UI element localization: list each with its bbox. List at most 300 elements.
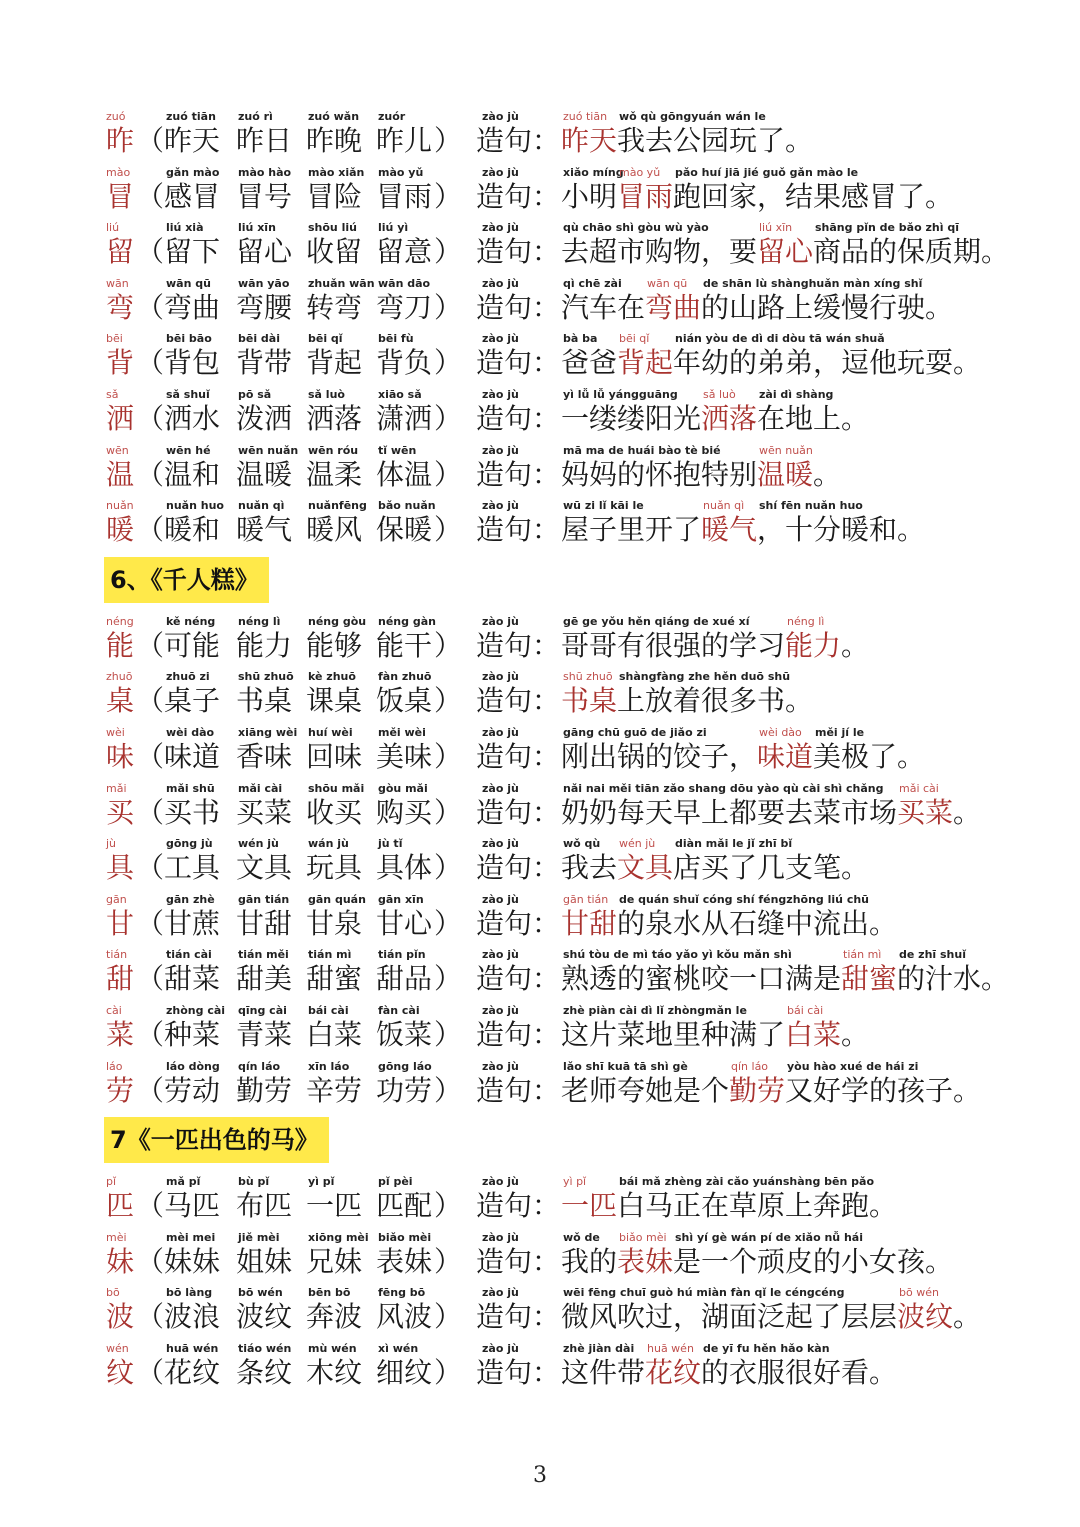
sentence-text: 美极了 [813, 740, 898, 773]
vocab-character: 波 [106, 1300, 135, 1333]
word-pinyin: mào xiǎn [308, 166, 365, 179]
section-heading: 7《一匹出色的马》 [104, 1117, 329, 1163]
zaoju-pinyin: zào jù [482, 221, 519, 234]
sentence-text: 。 [869, 1356, 898, 1389]
zaoju-label: 造句： [476, 1074, 561, 1107]
word-item: 甜美 [236, 962, 293, 995]
word-item: 甘蔗 [164, 907, 221, 940]
word-pinyin: zhuō zi [166, 670, 210, 683]
zaoju-label: 造句： [476, 962, 561, 995]
char-pinyin: mào [106, 166, 131, 179]
word-item: 甜菜 [164, 962, 221, 995]
word-pinyin: gān xīn [378, 893, 424, 906]
sentence-text: ，十分暖和 [757, 513, 898, 546]
word-item: 背负 [376, 346, 433, 379]
word-item: 买书 [164, 796, 221, 829]
word-item: 勤劳 [236, 1074, 293, 1107]
word-pinyin: bō làng [166, 1286, 213, 1299]
word-pinyin: wán jù [308, 837, 349, 850]
word-item: 兄妹 [306, 1245, 363, 1278]
sentence-pinyin: gāng chū guō de jiǎo zi [563, 726, 707, 739]
sentence-text: 。 [841, 1018, 870, 1051]
zaoju-label: 造句： [476, 180, 561, 213]
word-item: 种菜 [164, 1018, 221, 1051]
sentence-text: 年幼的弟弟，逗他玩耍 [673, 346, 954, 379]
sentence-text: 。 [981, 962, 1010, 995]
zaoju-label: 造句： [476, 402, 561, 435]
sentence-text: 。 [813, 458, 842, 491]
word-item: 能力 [236, 629, 293, 662]
sentence-pinyin: shú tòu de mì táo yǎo yì kǒu mǎn shì [563, 948, 792, 961]
close-paren: ） [434, 402, 463, 435]
vocab-row [106, 1175, 1026, 1231]
word-pinyin: nuǎn qì [238, 499, 285, 512]
sentence-keyword: 暖气 [701, 513, 758, 546]
close-paren: ） [434, 1074, 463, 1107]
sentence-text: 店买了几支笔 [673, 851, 842, 884]
word-pinyin: bǎo nuǎn [378, 499, 436, 512]
sentence-keyword: 白菜 [785, 1018, 842, 1051]
sentence-text: 一缕缕阳光 [561, 402, 702, 435]
word-pinyin: sǎ shuǐ [166, 388, 210, 401]
sentence-text: 。 [841, 851, 870, 884]
sentence-keyword: 温暖 [757, 458, 814, 491]
word-pinyin: xīn láo [308, 1060, 350, 1073]
word-item: 能干 [376, 629, 433, 662]
char-pinyin: sǎ [106, 388, 119, 401]
sentence-keyword: 昨天 [561, 124, 618, 157]
char-pinyin: zhuō [106, 670, 133, 683]
close-paren: ） [434, 907, 463, 940]
zaoju-pinyin: zào jù [482, 670, 519, 683]
zaoju-pinyin: zào jù [482, 1231, 519, 1244]
word-pinyin: gōng jù [166, 837, 213, 850]
zaoju-pinyin: zào jù [482, 615, 519, 628]
vocab-character: 菜 [106, 1018, 135, 1051]
section-heading: 6、《千人糕》 [104, 557, 269, 603]
char-pinyin: tián [106, 948, 128, 961]
sentence-keyword: 甘甜 [561, 907, 618, 940]
word-item: 美味 [376, 740, 433, 773]
zaoju-pinyin: zào jù [482, 1175, 519, 1188]
zaoju-pinyin: zào jù [482, 726, 519, 739]
word-pinyin: jù tǐ [378, 837, 403, 850]
word-pinyin: bēi dài [238, 332, 281, 345]
word-pinyin: mèi mei [166, 1231, 216, 1244]
vocab-character: 冒 [106, 180, 135, 213]
word-pinyin: fēng bō [378, 1286, 426, 1299]
sentence-pinyin: zhè jiàn dài [563, 1342, 635, 1355]
close-paren: ） [434, 124, 463, 157]
zaoju-pinyin: zào jù [482, 782, 519, 795]
zaoju-pinyin: zào jù [482, 166, 519, 179]
word-pinyin: gǎn mào [166, 166, 220, 179]
word-pinyin: xiāng wèi [238, 726, 298, 739]
zaoju-label: 造句： [476, 235, 561, 268]
sentence-text: 小明 [561, 180, 618, 213]
word-item: 玩具 [306, 851, 363, 884]
open-paren: （ [136, 962, 165, 995]
char-pinyin: láo [106, 1060, 123, 1073]
word-item: 文具 [236, 851, 293, 884]
word-item: 姐妹 [236, 1245, 293, 1278]
sentence-pinyin: diàn mǎi le jǐ zhī bǐ [675, 837, 793, 850]
word-item: 背带 [236, 346, 293, 379]
sentence-text: 跑回家，结果感冒了 [673, 180, 926, 213]
zaoju-pinyin: zào jù [482, 332, 519, 345]
vocab-character: 妹 [106, 1245, 135, 1278]
word-item: 转弯 [306, 291, 363, 324]
open-paren: （ [136, 291, 165, 324]
char-pinyin: mǎi [106, 782, 127, 795]
word-pinyin: zuó wǎn [308, 110, 360, 123]
sentence-pinyin: liú xīn [759, 221, 793, 234]
sentence-pinyin: gān tián [563, 893, 609, 906]
word-item: 回味 [306, 740, 363, 773]
sentence-text: 妈妈的怀抱特别 [561, 458, 758, 491]
word-pinyin: pǐ pèi [378, 1175, 413, 1188]
word-item: 温暖 [236, 458, 293, 491]
char-pinyin: pǐ [106, 1175, 117, 1188]
sentence-keyword: 波纹 [897, 1300, 954, 1333]
vocab-character: 洒 [106, 402, 135, 435]
char-pinyin: bēi [106, 332, 123, 345]
zaoju-pinyin: zào jù [482, 444, 519, 457]
close-paren: ） [434, 346, 463, 379]
word-item: 能够 [306, 629, 363, 662]
sentence-pinyin: wèi dào [759, 726, 802, 739]
word-pinyin: bēi qǐ [308, 332, 343, 345]
word-pinyin: xiōng mèi [308, 1231, 369, 1244]
close-paren: ） [434, 1189, 463, 1222]
close-paren: ） [434, 180, 463, 213]
word-item: 暖风 [306, 513, 363, 546]
word-item: 甜蜜 [306, 962, 363, 995]
sentence-text: 。 [841, 402, 870, 435]
sentence-pinyin: zhè piàn cài dì lǐ zhòngmǎn le [563, 1004, 747, 1017]
word-pinyin: bù pǐ [238, 1175, 270, 1188]
word-item: 温柔 [306, 458, 363, 491]
word-item: 表妹 [376, 1245, 433, 1278]
sentence-text: 的泉水从石缝中流出 [617, 907, 870, 940]
sentence-pinyin: wēi fēng chuī guò hú miàn fàn qǐ le céngcéng [563, 1286, 845, 1299]
zaoju-pinyin: zào jù [482, 1060, 519, 1073]
close-paren: ） [434, 235, 463, 268]
sentence-pinyin: wǒ de [563, 1231, 600, 1244]
sentence-pinyin: bō wén [899, 1286, 939, 1299]
vocab-character: 具 [106, 851, 135, 884]
open-paren: （ [136, 1245, 165, 1278]
zaoju-label: 造句： [476, 851, 561, 884]
sentence-pinyin: yòu hào xué de hái zi [787, 1060, 919, 1073]
open-paren: （ [136, 1074, 165, 1107]
sentence-pinyin: de zhī shuǐ [899, 948, 966, 961]
zaoju-label: 造句： [476, 1189, 561, 1222]
sentence-text: 。 [897, 740, 926, 773]
sentence-text: 白马正在草原上奔跑 [617, 1189, 870, 1222]
sentence-text: 。 [785, 124, 814, 157]
close-paren: ） [434, 796, 463, 829]
zaoju-pinyin: zào jù [482, 499, 519, 512]
word-pinyin: mào yǔ [378, 166, 424, 179]
word-pinyin: xiāo sǎ [378, 388, 422, 401]
word-pinyin: měi wèi [378, 726, 426, 739]
open-paren: （ [136, 1189, 165, 1222]
open-paren: （ [136, 851, 165, 884]
word-item: 留意 [376, 235, 433, 268]
sentence-pinyin: měi jí le [815, 726, 865, 739]
zaoju-pinyin: zào jù [482, 1342, 519, 1355]
close-paren: ） [434, 684, 463, 717]
zaoju-label: 造句： [476, 740, 561, 773]
word-pinyin: liú xià [166, 221, 204, 234]
sentence-pinyin: shū zhuō [563, 670, 613, 683]
zaoju-pinyin: zào jù [482, 893, 519, 906]
word-item: 昨晚 [306, 124, 363, 157]
word-item: 暖和 [164, 513, 221, 546]
word-pinyin: bō wén [238, 1286, 283, 1299]
word-item: 暖气 [236, 513, 293, 546]
word-pinyin: yì pǐ [308, 1175, 335, 1188]
zaoju-label: 造句： [476, 291, 561, 324]
vocab-row [106, 1342, 1026, 1398]
vocab-row [106, 221, 1026, 277]
word-item: 饭菜 [376, 1018, 433, 1051]
close-paren: ） [434, 1018, 463, 1051]
vocab-character: 味 [106, 740, 135, 773]
word-item: 泼洒 [236, 402, 293, 435]
word-pinyin: zuór [378, 110, 406, 123]
sentence-pinyin: gē ge yǒu hěn qiáng de xué xí [563, 615, 750, 628]
word-pinyin: zhòng cài [166, 1004, 226, 1017]
sentence-text: 我的 [561, 1245, 618, 1278]
word-pinyin: mǎ pǐ [166, 1175, 201, 1188]
word-pinyin: huā wén [166, 1342, 219, 1355]
sentence-text: 哥哥有很强的学习 [561, 629, 786, 662]
sentence-text: 。 [953, 1300, 982, 1333]
word-pinyin: néng lì [238, 615, 281, 628]
sentence-keyword: 弯曲 [645, 291, 702, 324]
sentence-keyword: 花纹 [645, 1356, 702, 1389]
word-pinyin: huí wèi [308, 726, 353, 739]
word-pinyin: kě néng [166, 615, 216, 628]
sentence-pinyin: zuó tiān [563, 110, 608, 123]
word-pinyin: tián měi [238, 948, 289, 961]
sentence-pinyin: nián yòu de dì di dòu tā wán shuǎ [675, 332, 885, 345]
vocab-row [106, 388, 1026, 444]
word-item: 留心 [236, 235, 293, 268]
word-item: 花纹 [164, 1356, 221, 1389]
word-item: 马匹 [164, 1189, 221, 1222]
word-pinyin: sǎ luò [308, 388, 345, 401]
char-pinyin: liú [106, 221, 120, 234]
page-number: 3 [533, 1463, 547, 1488]
sentence-keyword: 勤劳 [729, 1074, 786, 1107]
sentence-text: 老师夸她是个 [561, 1074, 730, 1107]
sentence-pinyin: wū zi lǐ kāi le [563, 499, 644, 512]
word-item: 波浪 [164, 1300, 221, 1333]
word-item: 洒落 [306, 402, 363, 435]
vocab-row [106, 837, 1026, 893]
sentence-keyword: 冒雨 [617, 180, 674, 213]
sentence-text: 。 [897, 513, 926, 546]
word-item: 昨儿 [376, 124, 433, 157]
word-item: 体温 [376, 458, 433, 491]
vocab-row [106, 948, 1026, 1004]
word-item: 买菜 [236, 796, 293, 829]
word-pinyin: shōu liú [308, 221, 357, 234]
word-item: 冒号 [236, 180, 293, 213]
sentence-pinyin: de quán shuǐ cóng shí féngzhōng liú chū [619, 893, 870, 906]
word-pinyin: wān yāo [238, 277, 290, 290]
vocab-character: 暖 [106, 513, 135, 546]
sentence-text: 。 [841, 629, 870, 662]
sentence-text: 去超市购物，要 [561, 235, 758, 268]
word-pinyin: wén jù [238, 837, 279, 850]
vocab-row [106, 110, 1026, 166]
vocab-row [106, 277, 1026, 333]
char-pinyin: cài [106, 1004, 122, 1017]
sentence-text: 屋子里开了 [561, 513, 702, 546]
char-pinyin: néng [106, 615, 134, 628]
sentence-text: 我去公园玩了 [617, 124, 786, 157]
word-item: 奔波 [306, 1300, 363, 1333]
word-item: 保暖 [376, 513, 433, 546]
sentence-pinyin: wǒ qù gōngyuán wán le [619, 110, 766, 123]
vocab-row [106, 166, 1026, 222]
word-pinyin: nuǎnfēng [308, 499, 367, 512]
sentence-keyword: 一匹 [561, 1189, 618, 1222]
zaoju-pinyin: zào jù [482, 277, 519, 290]
zaoju-pinyin: zào jù [482, 837, 519, 850]
vocab-row [106, 499, 1026, 555]
vocab-character: 桌 [106, 684, 135, 717]
vocab-row [106, 1060, 1026, 1116]
word-item: 背包 [164, 346, 221, 379]
word-pinyin: gān quán [308, 893, 366, 906]
word-item: 香味 [236, 740, 293, 773]
vocab-row [106, 1286, 1026, 1342]
sentence-keyword: 背起 [617, 346, 674, 379]
word-pinyin: tiáo wén [238, 1342, 292, 1355]
sentence-text: 上放着很多书 [617, 684, 786, 717]
sentence-text: 。 [953, 346, 982, 379]
vocab-character: 匹 [106, 1189, 135, 1222]
sentence-pinyin: xiǎo míng [563, 166, 624, 179]
word-pinyin: bēi fù [378, 332, 414, 345]
word-item: 工具 [164, 851, 221, 884]
sentence-pinyin: bái mǎ zhèng zài cǎo yuánshàng bēn pǎo [619, 1175, 875, 1188]
sentence-keyword: 能力 [785, 629, 842, 662]
word-item: 甘甜 [236, 907, 293, 940]
sentence-text: 在地上 [757, 402, 842, 435]
char-pinyin: wèi [106, 726, 125, 739]
zaoju-pinyin: zào jù [482, 110, 519, 123]
char-pinyin: mèi [106, 1231, 127, 1244]
vocab-row [106, 1231, 1026, 1287]
word-pinyin: mào hào [238, 166, 292, 179]
open-paren: （ [136, 458, 165, 491]
zaoju-label: 造句： [476, 684, 561, 717]
sentence-pinyin: qín láo [731, 1060, 769, 1073]
close-paren: ） [434, 458, 463, 491]
sentence-pinyin: shí fēn nuǎn huo [759, 499, 863, 512]
word-pinyin: pō sǎ [238, 388, 272, 401]
sentence-pinyin: zài dì shàng [759, 388, 834, 401]
word-item: 布匹 [236, 1189, 293, 1222]
sentence-keyword: 洒落 [701, 402, 758, 435]
vocab-row [106, 726, 1026, 782]
word-item: 书桌 [236, 684, 293, 717]
open-paren: （ [136, 740, 165, 773]
word-item: 波纹 [236, 1300, 293, 1333]
word-pinyin: zuó rì [238, 110, 273, 123]
word-item: 温和 [164, 458, 221, 491]
sentence-pinyin: de yī fu hěn hǎo kàn [703, 1342, 830, 1355]
sentence-text: 的山路上缓慢行驶 [701, 291, 926, 324]
close-paren: ） [434, 629, 463, 662]
zaoju-label: 造句： [476, 907, 561, 940]
word-item: 风波 [376, 1300, 433, 1333]
word-pinyin: mǎi shū [166, 782, 215, 795]
sentence-pinyin: qù chāo shì gòu wù yào [563, 221, 709, 234]
word-pinyin: biǎo mèi [378, 1231, 432, 1244]
char-pinyin: nuǎn [106, 499, 134, 512]
sentence-pinyin: nuǎn qì [703, 499, 745, 512]
word-pinyin: liú yì [378, 221, 409, 234]
zaoju-label: 造句： [476, 629, 561, 662]
word-pinyin: kè zhuō [308, 670, 356, 683]
word-item: 潇洒 [376, 402, 433, 435]
close-paren: ） [434, 962, 463, 995]
word-pinyin: gōng láo [378, 1060, 432, 1073]
zaoju-pinyin: zào jù [482, 1004, 519, 1017]
zaoju-label: 造句： [476, 1356, 561, 1389]
word-pinyin: bái cài [308, 1004, 349, 1017]
close-paren: ） [434, 740, 463, 773]
vocab-row [106, 444, 1026, 500]
sentence-text: 。 [925, 1245, 954, 1278]
word-item: 劳动 [164, 1074, 221, 1107]
sentence-pinyin: huā wén [647, 1342, 694, 1355]
word-pinyin: wèi dào [166, 726, 215, 739]
vocab-character: 昨 [106, 124, 135, 157]
char-pinyin: wān [106, 277, 129, 290]
sentence-pinyin: néng lì [787, 615, 825, 628]
open-paren: （ [136, 1300, 165, 1333]
word-item: 购买 [376, 796, 433, 829]
word-item: 桌子 [164, 684, 221, 717]
zaoju-label: 造句： [476, 458, 561, 491]
open-paren: （ [136, 1356, 165, 1389]
close-paren: ） [434, 1245, 463, 1278]
sentence-pinyin: de shān lù shànghuǎn màn xíng shǐ [703, 277, 923, 290]
zaoju-pinyin: zào jù [482, 388, 519, 401]
word-pinyin: wān dāo [378, 277, 431, 290]
vocab-character: 劳 [106, 1074, 135, 1107]
sentence-text: 的汁水 [897, 962, 982, 995]
word-item: 匹配 [376, 1189, 433, 1222]
zaoju-label: 造句： [476, 346, 561, 379]
word-item: 洒水 [164, 402, 221, 435]
sentence-text: 爸爸 [561, 346, 618, 379]
sentence-pinyin: shì yí gè wán pí de xiǎo nǚ hái [675, 1231, 863, 1244]
zaoju-pinyin: zào jù [482, 1286, 519, 1299]
sentence-keyword: 甜蜜 [841, 962, 898, 995]
word-pinyin: zhuǎn wān [308, 277, 375, 290]
open-paren: （ [136, 513, 165, 546]
zaoju-label: 造句： [476, 1300, 561, 1333]
